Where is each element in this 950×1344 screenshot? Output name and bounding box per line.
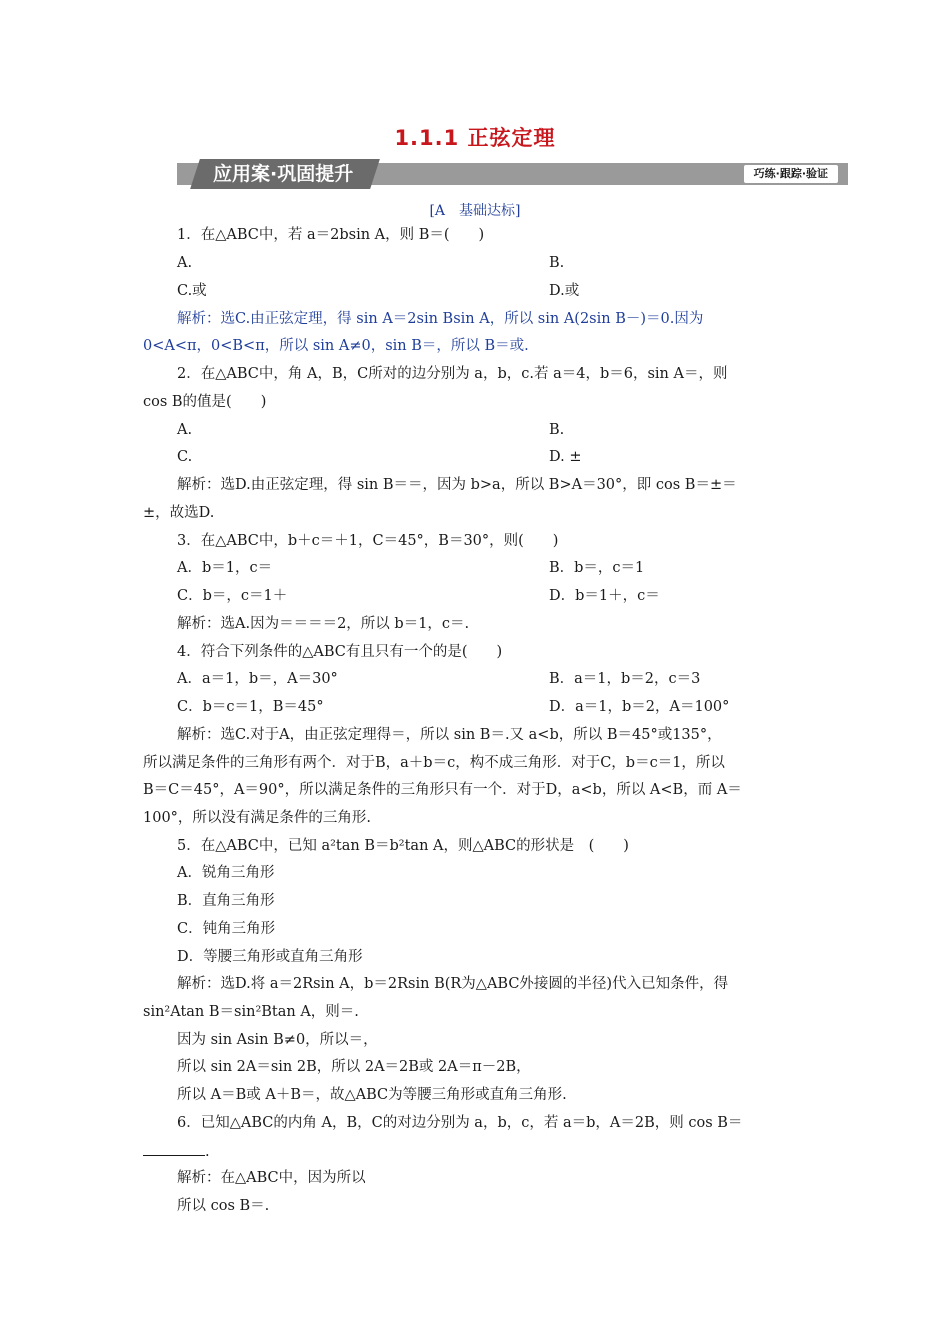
q4-option-c: C．b＝c＝1，B＝45° [177, 699, 324, 715]
question-6-cont: . [143, 1141, 210, 1162]
q2-solution: 解析：选D.由正弦定理，得 sin B＝＝，因为 b>a，所以 B>A＝30°，即 cos B＝±＝ [177, 477, 737, 493]
q5-option-b: B．直角三角形 [177, 893, 275, 909]
question-4: 4．符合下列条件的△ABC有且只有一个的是( ) [177, 644, 503, 660]
q1-option-a: A. [177, 255, 193, 271]
q5-solution-cont-3: 所以 sin 2A＝sin 2B，所以 2A＝2B或 2A＝π－2B， [177, 1059, 531, 1075]
q4-option-b: B．a＝1，b＝2，c＝3 [549, 671, 701, 687]
question-6: 6．已知△ABC的内角 A，B，C的对边分别为 a，b，c，若 a＝b，A＝2B，则 cos B＝ [177, 1115, 743, 1131]
banner-tag: 巧练·跟踪·验证 [744, 165, 838, 183]
question-2: 2．在△ABC中，角 A，B，C所对的边分别为 a，b，c.若 a＝4，b＝6，sin A＝，则 [177, 366, 728, 382]
q4-solution-cont-2: B＝C＝45°，A＝90°，所以满足条件的三角形只有一个．对于D，a<b，所以 A<B，而 A＝ [143, 782, 742, 798]
q5-solution-cont-1: sin²Atan B＝sin²Btan A，则＝. [143, 1004, 359, 1020]
q4-option-d: D．a＝1，b＝2，A＝100° [549, 699, 730, 715]
question-1: 1．在△ABC中，若 a＝2bsin A，则 B＝( ) [177, 227, 485, 243]
q1-solution: 解析：选C.由正弦定理，得 sin A＝2sin Bsin A，所以 sin A(2sin B－)＝0.因为 [177, 311, 704, 327]
q3-option-c: C．b＝，c＝1＋ [177, 588, 288, 604]
q4-solution-cont-1: 所以满足条件的三角形有两个．对于B，a＋b＝c，构不成三角形．对于C，b＝c＝1，所以 [143, 755, 725, 771]
q6-solution: 解析：在△ABC中，因为所以 [177, 1170, 366, 1186]
q5-option-c: C．钝角三角形 [177, 921, 276, 937]
q3-option-d: D．b＝1＋，c＝ [549, 588, 660, 604]
q5-solution-cont-4: 所以 A＝B或 A＋B＝，故△ABC为等腰三角形或直角三角形. [177, 1087, 567, 1103]
q3-solution: 解析：选A.因为＝＝＝＝2，所以 b＝1，c＝. [177, 616, 470, 632]
page-title: 1.1.1 正弦定理 [394, 126, 556, 150]
q6-solution-cont: 所以 cos B＝. [177, 1198, 270, 1214]
section-banner [177, 163, 848, 185]
question-3: 3．在△ABC中，b＋c＝＋1，C＝45°，B＝30°，则( ) [177, 533, 559, 549]
question-5: 5．在△ABC中，已知 a²tan B＝b²tan A，则△ABC的形状是 ( ) [177, 838, 629, 854]
q2-solution-cont: ±，故选D. [143, 505, 215, 521]
banner-label: 应用案·巩固提升 [190, 159, 380, 189]
question-2-cont: cos B的值是( ) [143, 394, 267, 410]
answer-blank [143, 1141, 205, 1156]
q2-option-a: A. [177, 422, 193, 438]
q4-option-a: A．a＝1，b＝，A＝30° [177, 671, 338, 687]
q1-solution-cont: 0<A<π，0<B<π，所以 sin A≠0，sin B＝，所以 B＝或. [143, 338, 529, 354]
q5-solution: 解析：选D.将 a＝2Rsin A，b＝2Rsin B(R为△ABC外接圆的半径)代入已知条件，得 [177, 976, 729, 992]
q5-option-d: D．等腰三角形或直角三角形 [177, 949, 363, 965]
q1-option-d: D.或 [549, 283, 580, 299]
q1-option-b: B. [549, 255, 565, 271]
q3-option-a: A．b＝1，c＝ [177, 560, 273, 576]
q4-solution: 解析：选C.对于A，由正弦定理得＝，所以 sin B＝.又 a<b，所以 B＝45°或135°， [177, 727, 722, 743]
section-heading: [A 基础达标] [429, 203, 521, 219]
q2-option-c: C. [177, 449, 193, 465]
q1-option-c: C.或 [177, 283, 207, 299]
q4-solution-cont-3: 100°，所以没有满足条件的三角形. [143, 810, 372, 826]
q5-solution-cont-2: 因为 sin Asin B≠0，所以＝， [177, 1032, 378, 1048]
q5-option-a: A．锐角三角形 [177, 865, 275, 881]
q2-option-b: B. [549, 422, 565, 438]
q3-option-b: B．b＝，c＝1 [549, 560, 645, 576]
q2-option-d: D. ± [549, 449, 582, 465]
